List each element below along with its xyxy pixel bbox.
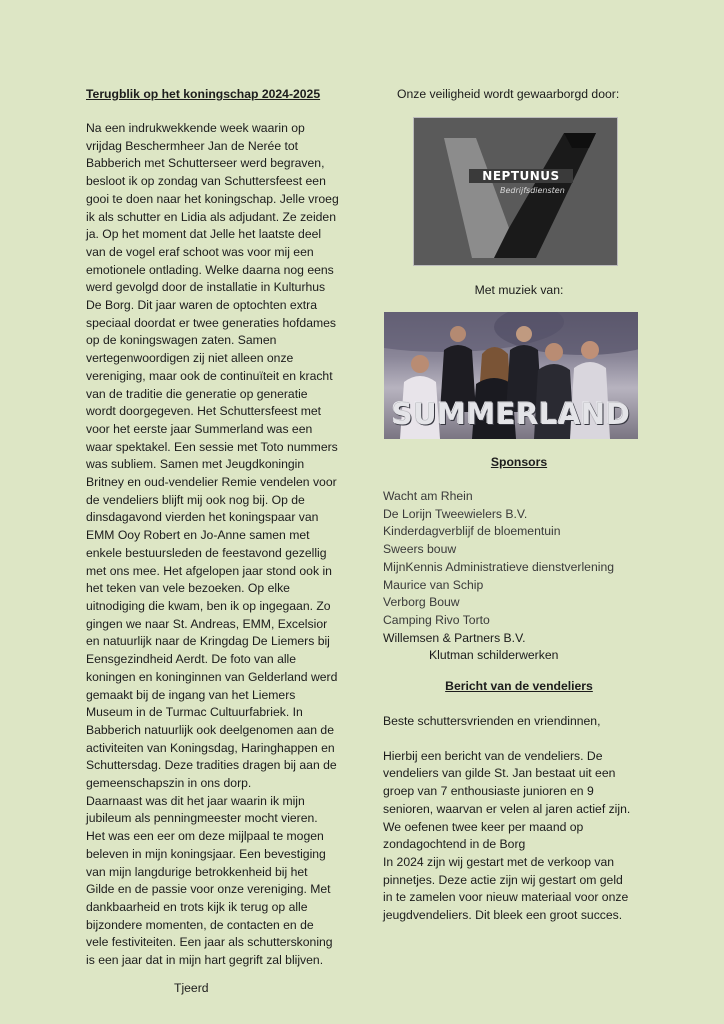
logo-company-name: NEPTUNUS	[469, 169, 573, 183]
koningschap-heading: Terugblik op het koningschap 2024-2025	[86, 87, 321, 101]
bericht-greeting: Beste schuttersvrienden en vriendinnen,	[383, 714, 601, 729]
band-name-logo: SUMMERLAND	[391, 397, 631, 431]
signature: Tjeerd	[174, 980, 209, 995]
sponsor-item: Kinderdagverblijf de bloementuin	[383, 524, 561, 539]
left-column	[86, 86, 354, 997]
sponsor-item: Maurice van Schip	[383, 577, 484, 592]
sponsors-heading: Sponsors	[490, 455, 548, 469]
right-column	[383, 86, 655, 925]
band-photo	[384, 312, 638, 439]
music-line: Met muziek van:	[474, 283, 564, 297]
sponsor-list	[383, 488, 655, 665]
sponsor-item: Sweers bouw	[383, 542, 457, 557]
sponsor-item: De Lorijn Tweewielers B.V.	[383, 506, 528, 521]
sponsor-item: Klutman schilderwerken	[429, 648, 559, 663]
safety-line: Onze veiligheid wordt gewaarborgd door:	[397, 87, 620, 101]
sponsor-item: Willemsen & Partners B.V.	[383, 630, 526, 645]
sponsor-item: MijnKennis Administratieve dienstverlening	[383, 559, 615, 574]
koningschap-body: Na een indrukwekkende week waarin op vrijdag Beschermheer Jan de Nerée tot Babberich met Schutterseer werd begraven, besloot ik op zondag van Schuttersfeest een gooi te doen naar het koningschap. Jelle vroeg ik als schutter en Lidia als adjudant. Ze zeiden ja. Op het moment dat Jelle het laatste deel van de vogel eraf schoot was voor mij een emotionele ontlading. Welke daarna nog eens werd gevolgd door de installatie in Kulturhus De Borg. Dit jaar waren de optochten extra speciaal doordat er twee generaties hofdames op de koningswagen zaten. Samen vertegenwoordigen zij niet alleen onze vereniging, maar ook de continuïteit en kracht van de traditie die generatie op generatie wordt doorgegeven. Het Schuttersfeest met voor het eerste jaar Summerland was een waar spektakel. Een sessie met Toto nummers was subliem. Samen met Jeugdkoningin Britney en oud-vendelier Remie vendelen voor de vendeliers blijft mij ook nog bij. Op de dinsdagavond vierden het koningspaar van EMM Ooy Robert en Jo-Anne samen met enkele bestuursleden de feestavond gezellig met ons mee. Het afgelopen jaar stond ook in het teken van vele bezoeken. Op elke uitnodiging die kwam, ben ik op ingegaan. Zo gingen we naar St. Andreas, EMM, Excelsior en natuurlijk naar de Kringdag De Liemers bij Eensgezindheid Aerdt. De foto van alle koningen en koninginnen van Gelderland werd gemaakt bij de ingang van het Liemers Museum in de Turmac Cultuurfabriek. In Babberich natuurlijk ook deelgenomen aan de activiteiten van Koningsdag, Haringhappen en Schuttersdag. Deze tradities dragen bij aan de gemeenschapszin in ons dorp. Daarnaast was dit het jaar waarin ik mijn jubileum als penningmeester mocht vieren. Het was een eer om deze mijlpaal te mogen beleven in mijn koningsjaar. Een bevestiging van mijn langdurige betrokkenheid bij het Gilde en de passie voor onze vereniging. Met dankbaarheid en trots kijk ik terug op alle bijzondere momenten, de contacten en de vele festiviteiten. Een jaar als schutterskoning is een jaar dat in mijn hart gegrift zal blijven.	[86, 121, 339, 968]
neptunus-logo	[413, 117, 618, 266]
logo-company-subtitle: Bedrijfsdiensten	[500, 186, 565, 195]
sponsor-item: Wacht am Rhein	[383, 489, 473, 503]
bericht-heading: Bericht van de vendeliers	[445, 679, 593, 694]
bericht-body: Hierbij een bericht van de vendeliers. De vendeliers van gilde St. Jan bestaat uit een groep van 7 enthousiaste junioren en 9 senioren, waarvan er velen al jaren actief zijn. We oefenen twee keer per maand op zondagochtend in de Borg In 2024 zijn wij gestart met de verkoop van pinnetjes. Deze actie zijn wij gestart om geld in te zamelen voor nieuw materiaal voor onze jeugdvendeliers. Dit bleek een groot succes.	[383, 748, 631, 923]
sponsor-item: Verborg Bouw	[383, 595, 460, 610]
sponsor-item: Camping Rivo Torto	[383, 612, 490, 627]
